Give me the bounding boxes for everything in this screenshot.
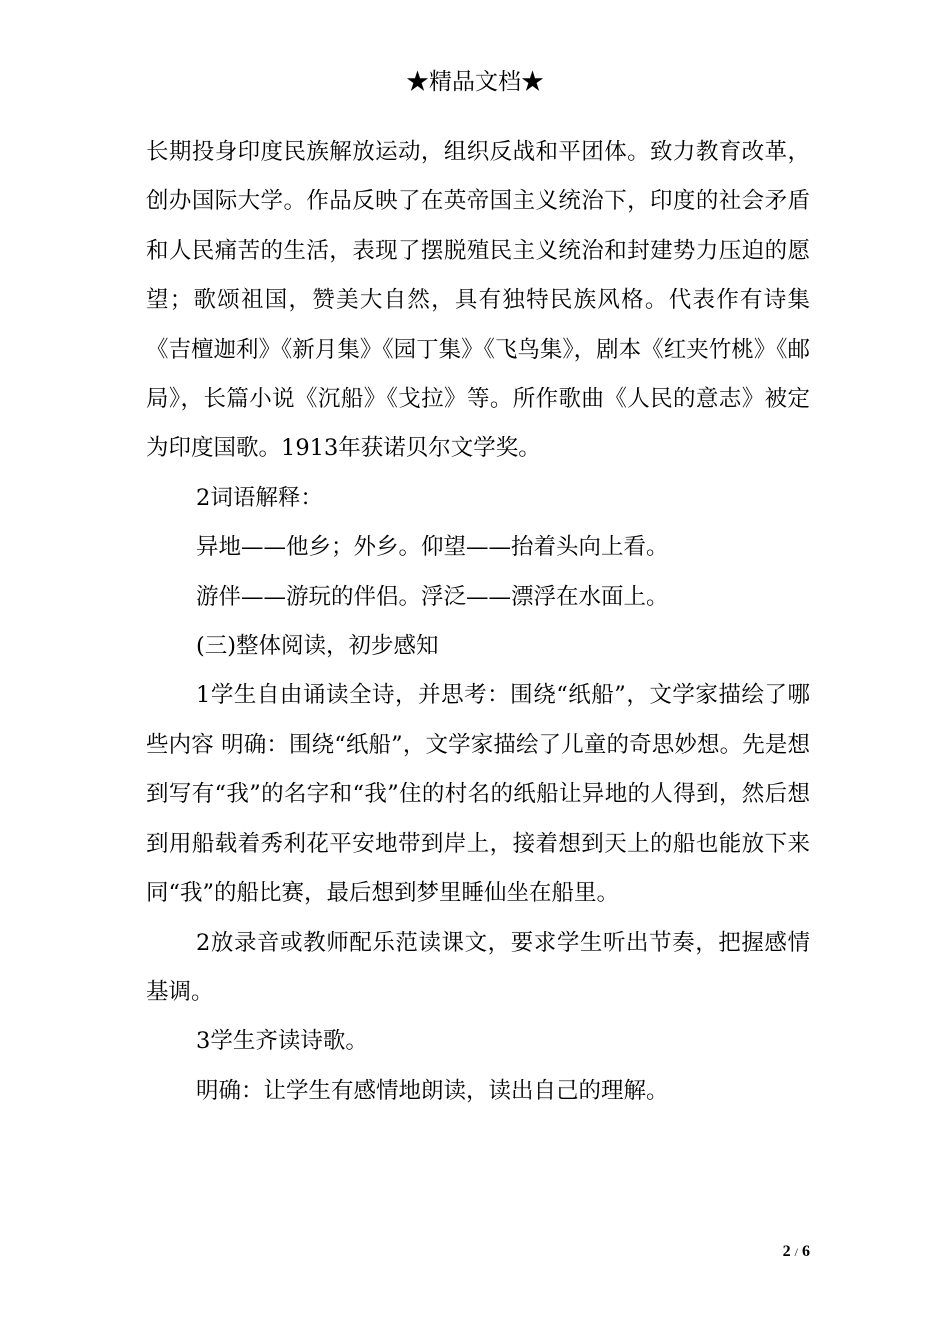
paragraph-vocab-1: 异地——他乡；外乡。仰望——抬着头向上看。 [196,534,669,561]
paragraph-vocab-2: 游伴——游玩的伴侣。浮泛——漂浮在水面上。 [196,583,669,610]
paragraph-step-2: 2放录音或教师配乐范读课文，要求学生听出节奏，把握感情基调。 [146,929,810,1005]
page-number [700,1241,810,1263]
paragraph-clarify: 明确：让学生有感情地朗读，读出自己的理解。 [196,1077,669,1104]
paragraph-vocab-heading: 2词语解释： [196,484,323,511]
document-body [146,128,810,1116]
header-title: ★精品文档★ [406,69,544,95]
current-page: 2 [782,1243,791,1260]
paragraph-step-1: 1学生自由诵读全诗，并思考：围绕“纸船”，文学家描绘了哪些内容 明确：围绕“纸船”，文学家描绘了儿童的奇思妙想。先是想到写有“我”的名字和“我”住的村名的纸船让异地的人得到，然后想到用船载着秀利花平安地带到岸上，接着想到天上的船也能放下来同“我”的船比赛，最后想到梦里睡仙坐在船里。 [146,682,810,907]
paragraph-author-bio: 长期投身印度民族解放运动，组织反战和平团体。致力教育改革，创办国际大学。作品反映了在英帝国主义统治下，印度的社会矛盾和人民痛苦的生活，表现了摆脱殖民主义统治和封建势力压迫的愿望；歌颂祖国，赞美大自然，具有独特民族风格。代表作有诗集《吉檀迦利》《新月集》《园丁集》《飞鸟集》，剧本《红夹竹桃》《邮局》，长篇小说《沉船》《戈拉》等。所作歌曲《人民的意志》被定为印度国歌。1913年获诺贝尔文学奖。 [146,139,810,462]
total-pages: 6 [802,1243,810,1260]
paragraph-step-3: 3学生齐读诗歌。 [196,1028,368,1055]
page-separator: / [794,1245,798,1259]
page-header [0,66,950,98]
paragraph-section-heading: (三)整体阅读，初步感知 [196,633,439,660]
